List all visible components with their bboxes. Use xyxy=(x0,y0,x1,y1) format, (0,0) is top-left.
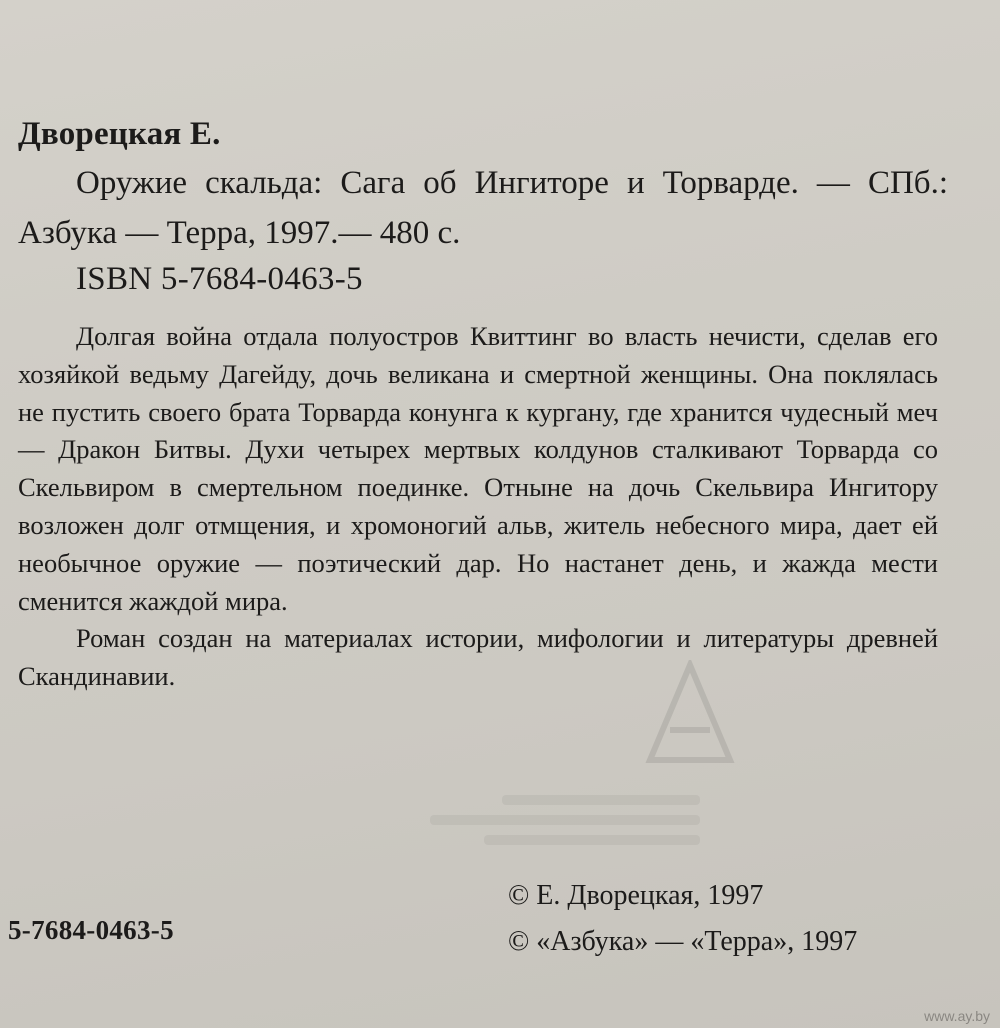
isbn-line: ISBN 5-7684-0463-5 xyxy=(76,261,363,297)
author-name: Дворецкая Е. xyxy=(18,116,221,152)
annotation-paragraph: Роман создан на материалах истории, мифологии и литературы древней Скандинавии. xyxy=(18,623,938,692)
isbn-bottom: 5-7684-0463-5 xyxy=(8,915,174,945)
annotation xyxy=(18,318,938,696)
annotation-paragraph: Долгая война отдала полуостров Квиттинг во власть нечисти, сделав его хозяйкой ведьму Дагейду, дочь великана и смертной женщины. Она поклялась не пустить своего брата Торварда конунга к кургану, где хранится чудесный меч — Дракон Битвы. Духи четырех мертвых колдунов сталкивают Торварда со Скельвиром в смертельном поединке. Отныне на дочь Скельвира Ингитору возложен долг отмщения, и хромоногий альв, житель небесного мира, дает ей необычное оружие — поэтический дар. Но настанет день, и жажда мести сменится жаждой мира. xyxy=(18,321,938,616)
copyright-publisher: © «Азбука» — «Терра», 1997 xyxy=(508,926,858,957)
bleed-through-text xyxy=(340,785,700,885)
watermark: www.ay.by xyxy=(924,1008,990,1024)
copyright-author: © Е. Дворецкая, 1997 xyxy=(508,880,764,911)
bibliographic-entry: Оружие скальда: Сага об Ингиторе и Торварде. — СПб.: Азбука — Терра, 1997.— 480 с. xyxy=(18,165,948,251)
copyright-block xyxy=(508,873,857,965)
